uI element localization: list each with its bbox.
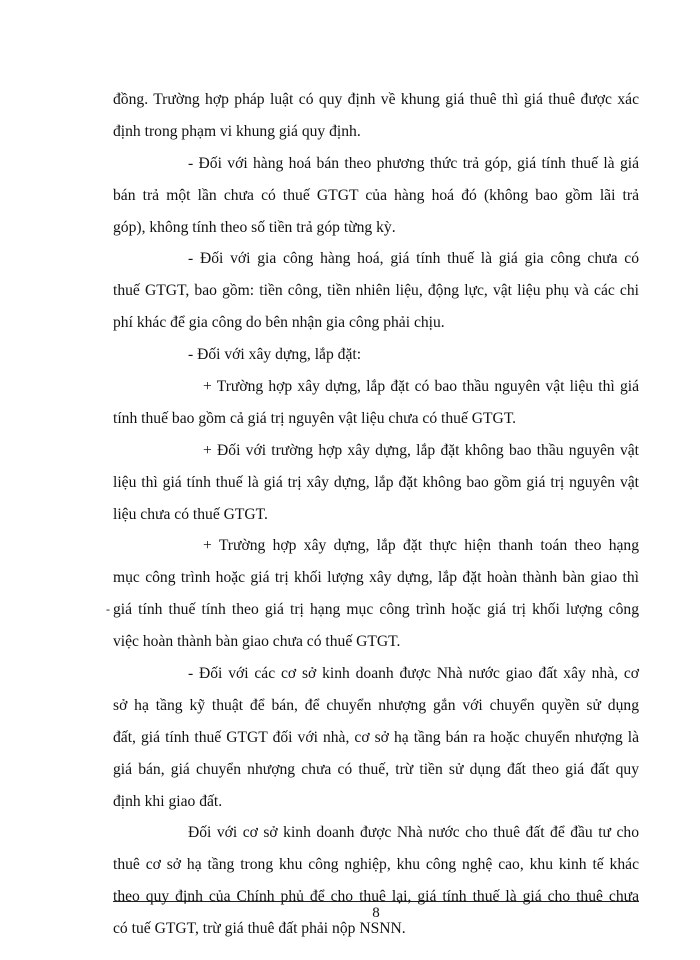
- text-line: bán trả một lần chưa có thuế GTGT của hàng hoá đó (không bao gồm lãi trả: [113, 186, 639, 204]
- text-line: việc hoàn thành bàn giao chưa có thuế GTGT.: [113, 633, 401, 651]
- text-line: phí khác để gia công do bên nhận gia công phải chịu.: [113, 314, 445, 332]
- text-line: - Đối với xây dựng, lắp đặt:: [188, 346, 362, 364]
- text-line: sở hạ tầng kỹ thuật để bán, để chuyển nhượng gắn với chuyển quyền sử dụng: [113, 696, 639, 714]
- body-text: [113, 84, 639, 945]
- text-line: định trong phạm vi khung giá quy định.: [113, 122, 361, 140]
- text-line: + Trường hợp xây dựng, lắp đặt thực hiện thanh toán theo hạng: [203, 537, 639, 555]
- text-line: thuế GTGT, bao gồm: tiền công, tiền nhiên liệu, động lực, vật liệu phụ và các chi: [113, 282, 639, 300]
- page-number: 8: [372, 905, 380, 921]
- text-line: - Đối với các cơ sở kinh doanh được Nhà nước giao đất xây nhà, cơ: [188, 665, 639, 683]
- text-line: Đối với cơ sở kinh doanh được Nhà nước cho thuê đất để đầu tư cho: [188, 824, 639, 842]
- text-line: liệu chưa có thuế GTGT.: [113, 505, 268, 523]
- text-line: đất, giá tính thuế GTGT đối với nhà, cơ sở hạ tầng bán ra hoặc chuyển nhượng là: [113, 728, 639, 746]
- text-line: theo quy định của Chính phủ để cho thuê lại, giá tính thuế là giá cho thuê chưa: [113, 888, 639, 906]
- text-line: giá bán, giá chuyển nhượng chưa có thuế, trừ tiền sử dụng đất theo giá đất quy: [113, 760, 639, 778]
- text-line: thuê cơ sở hạ tầng trong khu công nghiệp, khu công nghệ cao, khu kinh tế khác: [113, 856, 639, 874]
- text-line: đồng. Trường hợp pháp luật có quy định về khung giá thuê thì giá thuê được xác: [113, 91, 639, 108]
- footer-divider: [113, 901, 639, 902]
- text-line: tính thuế bao gồm cả giá trị nguyên vật liệu chưa có thuế GTGT.: [113, 409, 517, 427]
- text-line: - Đối với hàng hoá bán theo phương thức trả góp, giá tính thuế là giá: [188, 154, 639, 172]
- text-line: có tuế GTGT, trừ giá thuê đất phải nộp NSNN.: [113, 920, 406, 938]
- text-line: giá tính thuế tính theo giá trị hạng mục công trình hoặc giá trị khối lượng công: [113, 601, 639, 619]
- text-line: định khi giao đất.: [113, 792, 223, 810]
- text-line: + Đối với trường hợp xây dựng, lắp đặt không bao thầu nguyên vật: [203, 441, 639, 459]
- text-line: + Trường hợp xây dựng, lắp đặt có bao thầu nguyên vật liệu thì giá: [203, 378, 639, 396]
- text-line: liệu thì giá tính thuế là giá trị xây dựng, lắp đặt không bao gồm giá trị nguyên vật: [113, 473, 639, 491]
- text-line: - Đối với gia công hàng hoá, giá tính thuế là giá gia công chưa có: [188, 250, 639, 268]
- stray-dash-mark: -: [106, 602, 110, 616]
- text-line: góp), không tính theo số tiền trả góp từng kỳ.: [113, 218, 396, 236]
- text-line: mục công trình hoặc giá trị khối lượng xây dựng, lắp đặt hoàn thành bàn giao thì: [113, 569, 639, 587]
